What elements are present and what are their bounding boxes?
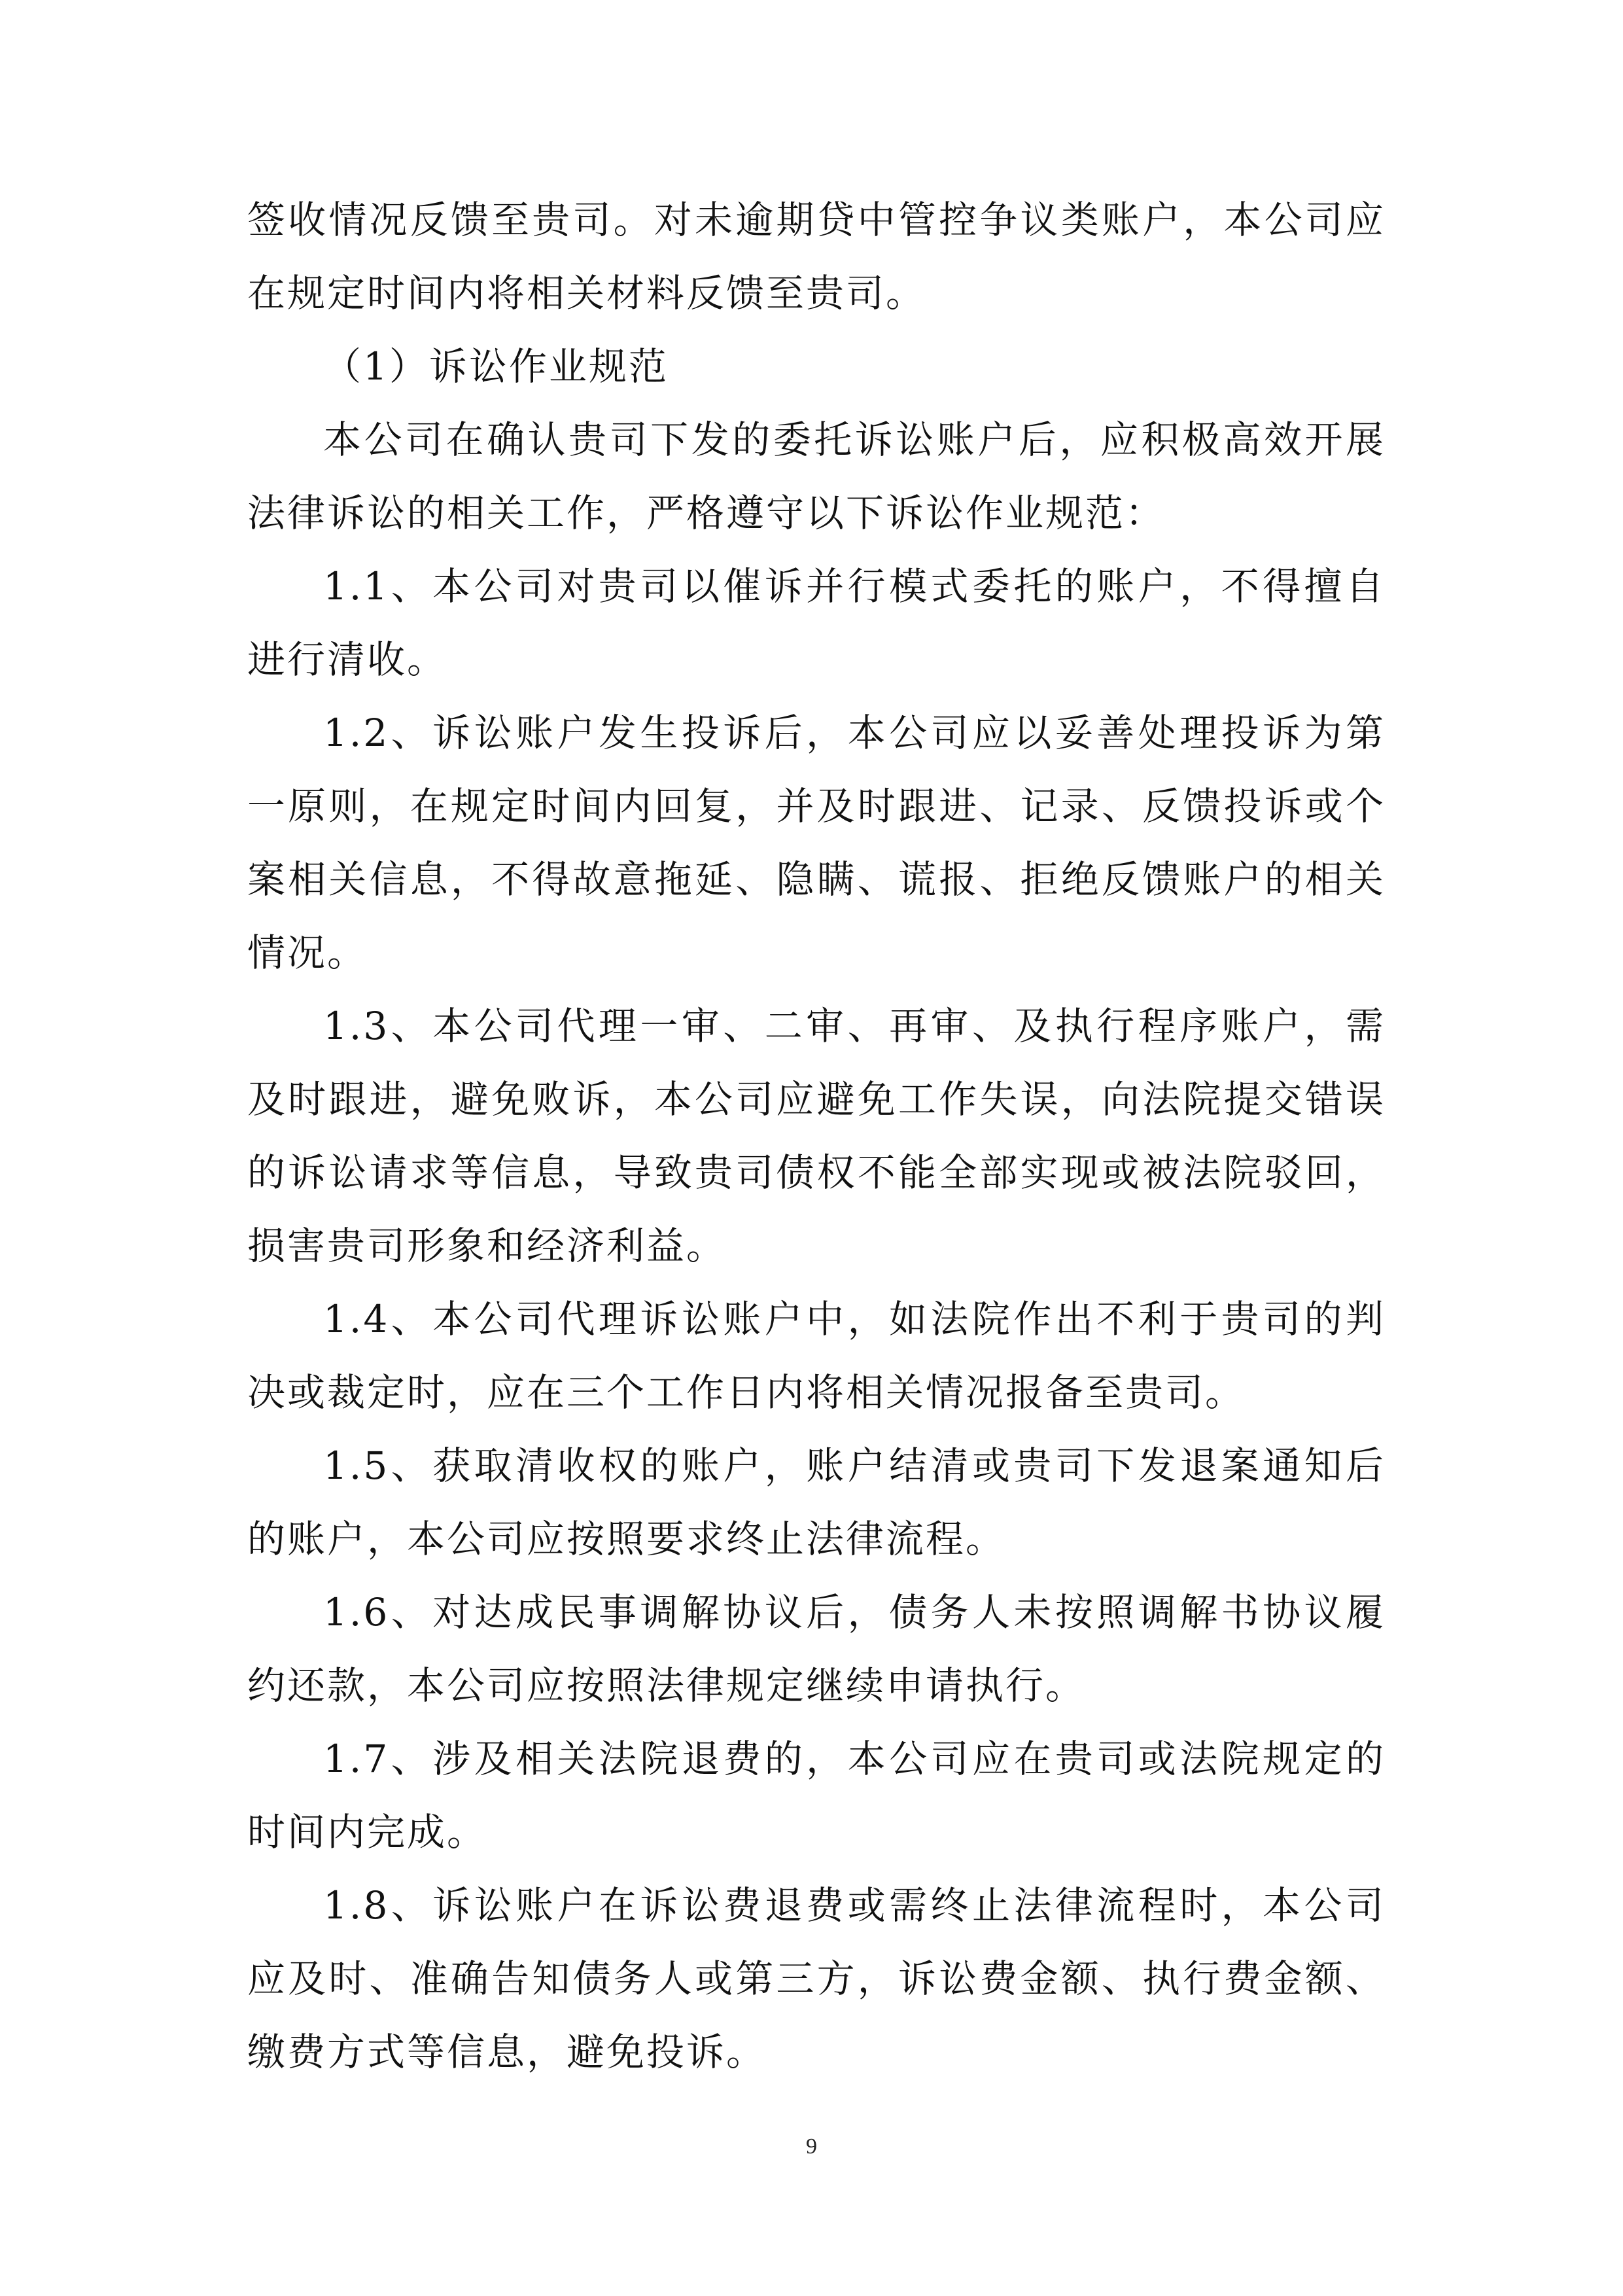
clause-1-2: 1.2、诉讼账户发生投诉后，本公司应以妥善处理投诉为第一原则，在规定时间内回复，并及时跟进、记录、反馈投诉或个案相关信息，不得故意拖延、隐瞒、谎报、拒绝反馈账户的相关情况。 — [247, 711, 1386, 975]
clause-1-7: 1.7、涉及相关法院退费的，本公司应在贵司或法院规定的时间内完成。 — [247, 1737, 1386, 1854]
clause-1-4: 1.4、本公司代理诉讼账户中，如法院作出不利于贵司的判决或裁定时，应在三个工作日内将相关情况报备至贵司。 — [247, 1297, 1386, 1415]
clause-1-8: 1.8、诉讼账户在诉讼费退费或需终止法律流程时，本公司应及时、准确告知债务人或第三方，诉讼费金额、执行费金额、缴费方式等信息，避免投诉。 — [247, 1883, 1386, 2074]
document-page — [247, 183, 1386, 2089]
paragraph-continuation: 签收情况反馈至贵司。对未逾期贷中管控争议类账户，本公司应在规定时间内将相关材料反馈至贵司。 — [247, 198, 1386, 315]
clause-1-3: 1.3、本公司代理一审、二审、再审、及执行程序账户，需及时跟进，避免败诉，本公司应避免工作失误，向法院提交错误的诉讼请求等信息，导致贵司债权不能全部实现或被法院驳回，损害贵司形象和经济利益。 — [247, 1004, 1386, 1268]
paragraph-intro: 本公司在确认贵司下发的委托诉讼账户后，应积极高效开展法律诉讼的相关工作，严格遵守以下诉讼作业规范： — [247, 417, 1386, 535]
page-number: 9 — [806, 2134, 817, 2159]
clause-1-5: 1.5、获取清收权的账户，账户结清或贵司下发退案通知后的账户，本公司应按照要求终止法律流程。 — [247, 1443, 1386, 1561]
clause-1-1: 1.1、本公司对贵司以催诉并行模式委托的账户，不得擅自进行清收。 — [247, 564, 1386, 682]
section-heading-litigation-norms: （1）诉讼作业规范 — [323, 344, 669, 389]
clause-1-6: 1.6、对达成民事调解协议后，债务人未按照调解书协议履约还款，本公司应按照法律规定继续申请执行。 — [247, 1590, 1386, 1708]
